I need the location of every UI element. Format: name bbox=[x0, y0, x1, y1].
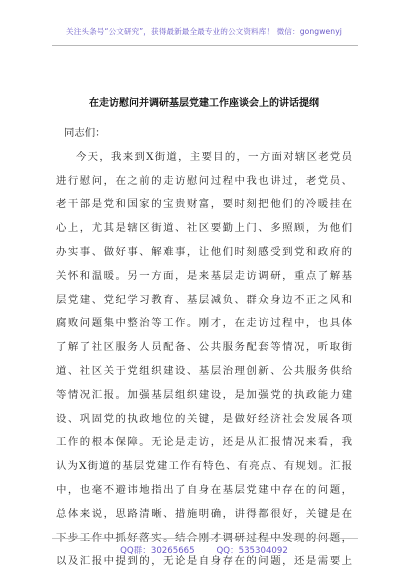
body-line: 进行慰问，在之前的走访慰问过程中我也讲过，老党员、 bbox=[56, 174, 352, 187]
body-line: 工作的根本保障。无论是走访，还是从汇报情况来看，我 bbox=[56, 436, 352, 449]
body-line: 下步工作中抓好落实。结合刚才调研过程中发现的问题， bbox=[56, 531, 352, 544]
salutation: 同志们： bbox=[64, 127, 106, 139]
body-line: 腐败问题集中整治等工作。刚才，在走访过程中，也具体 bbox=[56, 317, 352, 330]
footer-qq-group: QQ群：30265665 bbox=[120, 546, 195, 556]
body-line: 总体来说，思路清晰、措施明确，讲得都很好，关键是在 bbox=[56, 507, 352, 520]
body-line: 关怀和温暖。另一方面，是来基层走访调研，重点了解基 bbox=[56, 269, 352, 282]
body-line: 层党建、党纪学习教育、基层减负、群众身边不正之风和 bbox=[56, 293, 352, 306]
body-line: 道、社区关于党组织建设、基层治理创新、公共服务供给 bbox=[56, 364, 352, 377]
header-divider bbox=[52, 45, 358, 46]
body-line: 设、巩固党的执政地位的关键，是做好经济社会发展各项 bbox=[56, 412, 352, 425]
body-line: 老干部是党和国家的宝贵财富，要时刻把他们的冷暖挂在 bbox=[56, 198, 352, 211]
body-line: 以及汇报中提到的，无论是自身存在的问题，还是需要上 bbox=[56, 555, 352, 568]
document-body bbox=[56, 122, 352, 574]
body-line: 了解了社区服务人员配备、公共服务配套等情况，听取街 bbox=[56, 341, 352, 354]
body-line: 认为X街道的基层党建工作有特色、有亮点、有规划。汇报 bbox=[56, 460, 352, 473]
footer-divider bbox=[52, 538, 358, 539]
footer-qq-number: QQ：535304092 bbox=[216, 546, 288, 556]
body-line: 办实事、做好事、解难事，让他们时刻感受到党和政府的 bbox=[56, 245, 352, 258]
header-promo-note: 关注头条号“公文研究”，获得最新最全最专业的公文资料库！ 微信：gongwenyj bbox=[66, 27, 342, 36]
body-line: 等情况汇报。加强基层组织建设，是加强党的执政能力建 bbox=[56, 388, 352, 401]
body-line: 心上，尤其是辖区街道、社区要勤上门、多照顾，为他们 bbox=[56, 222, 352, 235]
document-title: 在走访慰问并调研基层党建工作座谈会上的讲话提纲 bbox=[89, 98, 319, 109]
body-line: 今天，我来到X街道，主要目的，一方面对辖区老党员 bbox=[76, 150, 352, 163]
body-line: 中，也毫不避讳地指出了自身在基层党建中存在的问题， bbox=[56, 483, 352, 496]
footer-contact bbox=[0, 544, 408, 556]
